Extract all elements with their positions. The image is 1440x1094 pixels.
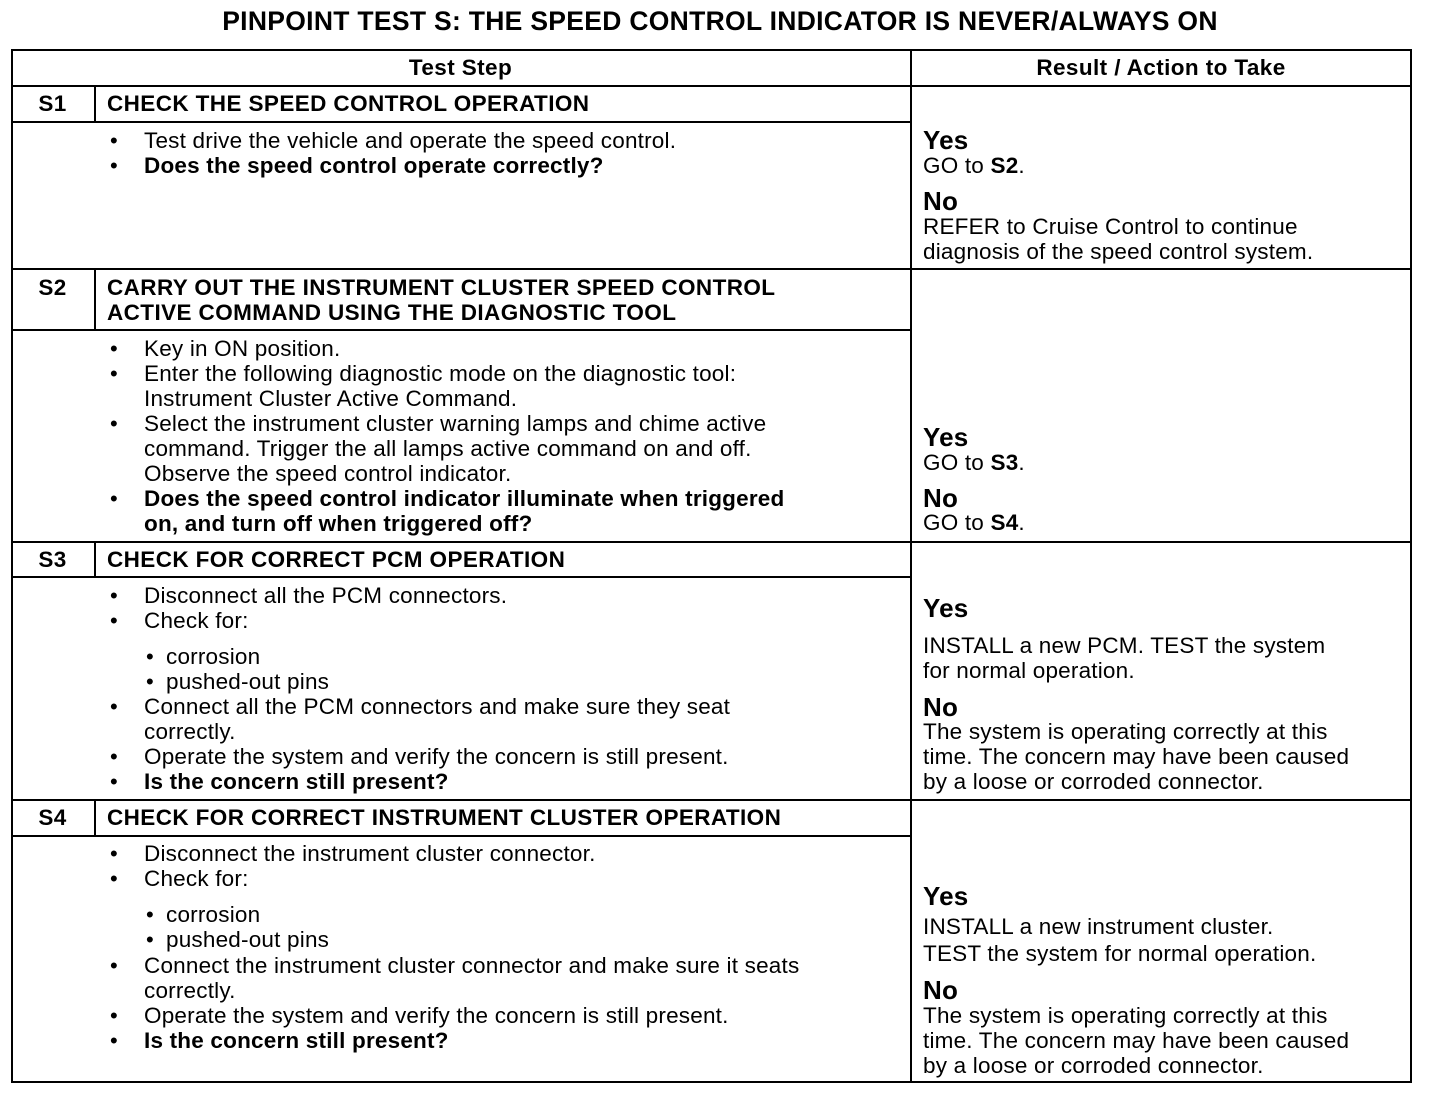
bullet-marker: •	[110, 361, 118, 386]
step-instruction: correctly.	[144, 978, 236, 1003]
no-action: REFER to Cruise Control to continue	[923, 214, 1298, 239]
bullet-marker: •	[110, 128, 118, 153]
step-instruction: Select the instrument cluster warning lamps and chime active	[144, 411, 767, 436]
yes-action: GO to S2.	[923, 153, 1025, 178]
no-action: GO to S4.	[923, 510, 1025, 535]
id-divider	[94, 268, 96, 331]
step-question: Does the speed control operate correctly?	[144, 153, 604, 178]
sub-bullet-marker: •	[146, 669, 154, 694]
step-question: Is the concern still present?	[144, 769, 449, 794]
column-header-result: Result / Action to Take	[1036, 55, 1286, 80]
bullet-marker: •	[110, 769, 118, 794]
step-heading: CHECK THE SPEED CONTROL OPERATION	[107, 91, 590, 116]
sub-item: corrosion	[166, 902, 261, 927]
sub-bullet-marker: •	[146, 927, 154, 952]
yes-label: Yes	[923, 593, 969, 623]
no-action: The system is operating correctly at this	[923, 1003, 1328, 1028]
bullet-marker: •	[110, 866, 118, 891]
row-divider	[11, 268, 1412, 270]
bullet-marker: •	[110, 1028, 118, 1053]
row-divider	[11, 799, 1412, 801]
sub-item: pushed-out pins	[166, 669, 330, 694]
no-action: by a loose or corroded connector.	[923, 1053, 1264, 1078]
step-question: Does the speed control indicator illuminate when triggered	[144, 486, 785, 511]
sub-item: corrosion	[166, 644, 261, 669]
no-action: by a loose or corroded connector.	[923, 769, 1264, 794]
row-divider	[11, 121, 912, 123]
id-divider	[94, 85, 96, 123]
step-instruction: Connect all the PCM connectors and make sure they seat	[144, 694, 731, 719]
yes-action: INSTALL a new PCM. TEST the system	[923, 633, 1326, 658]
step-instruction: Check for:	[144, 608, 249, 633]
table-border-right	[1410, 49, 1412, 1083]
bullet-marker: •	[110, 583, 118, 608]
no-action: time. The concern may have been caused	[923, 1028, 1350, 1053]
step-instruction: Observe the speed control indicator.	[144, 461, 512, 486]
step-instruction: command. Trigger the all lamps active command on and off.	[144, 436, 752, 461]
step-id: S2	[38, 275, 67, 300]
step-id: S3	[38, 547, 67, 572]
no-action: diagnosis of the speed control system.	[923, 239, 1314, 264]
yes-action: for normal operation.	[923, 658, 1135, 683]
yes-label: Yes	[923, 125, 969, 155]
no-action: The system is operating correctly at this	[923, 719, 1328, 744]
no-label: No	[923, 483, 959, 513]
bullet-marker: •	[110, 744, 118, 769]
column-divider	[910, 49, 912, 1083]
column-header-test-step: Test Step	[408, 55, 513, 80]
step-instruction: Check for:	[144, 866, 249, 891]
row-divider	[11, 835, 912, 837]
yes-action: TEST the system for normal operation.	[923, 941, 1317, 966]
step-id: S4	[38, 805, 67, 830]
step-instruction: Instrument Cluster Active Command.	[144, 386, 518, 411]
step-heading: CHECK FOR CORRECT PCM OPERATION	[107, 547, 566, 572]
sub-item: pushed-out pins	[166, 927, 330, 952]
bullet-marker: •	[110, 486, 118, 511]
step-instruction: Enter the following diagnostic mode on the diagnostic tool:	[144, 361, 737, 386]
table-border-top	[11, 49, 1412, 51]
no-label: No	[923, 186, 959, 216]
step-instruction: Operate the system and verify the concern is still present.	[144, 1003, 729, 1028]
bullet-marker: •	[110, 1003, 118, 1028]
row-divider	[11, 541, 1412, 543]
step-instruction: Key in ON position.	[144, 336, 341, 361]
no-action: time. The concern may have been caused	[923, 744, 1350, 769]
yes-action: INSTALL a new instrument cluster.	[923, 914, 1274, 939]
table-border-bottom	[11, 1081, 1412, 1083]
yes-action: GO to S3.	[923, 450, 1025, 475]
bullet-marker: •	[110, 841, 118, 866]
step-id: S1	[38, 91, 67, 116]
page-title: PINPOINT TEST S: THE SPEED CONTROL INDICATOR IS NEVER/ALWAYS ON	[222, 6, 1218, 36]
bullet-marker: •	[110, 336, 118, 361]
step-instruction: Disconnect the instrument cluster connector.	[144, 841, 596, 866]
step-instruction: Test drive the vehicle and operate the speed control.	[144, 128, 677, 153]
step-question: on, and turn off when triggered off?	[144, 511, 533, 536]
bullet-marker: •	[110, 411, 118, 436]
step-heading: ACTIVE COMMAND USING THE DIAGNOSTIC TOOL	[107, 300, 677, 325]
sub-bullet-marker: •	[146, 644, 154, 669]
step-instruction: correctly.	[144, 719, 236, 744]
step-heading: CARRY OUT THE INSTRUMENT CLUSTER SPEED CONTROL	[107, 275, 776, 300]
bullet-marker: •	[110, 953, 118, 978]
bullet-marker: •	[110, 153, 118, 178]
no-label: No	[923, 692, 959, 722]
yes-label: Yes	[923, 422, 969, 452]
no-label: No	[923, 975, 959, 1005]
bullet-marker: •	[110, 694, 118, 719]
row-divider	[11, 329, 912, 331]
step-instruction: Disconnect all the PCM connectors.	[144, 583, 508, 608]
sub-bullet-marker: •	[146, 902, 154, 927]
row-divider	[11, 576, 912, 578]
step-heading: CHECK FOR CORRECT INSTRUMENT CLUSTER OPERATION	[107, 805, 782, 830]
step-instruction: Operate the system and verify the concern is still present.	[144, 744, 729, 769]
step-question: Is the concern still present?	[144, 1028, 449, 1053]
yes-label: Yes	[923, 881, 969, 911]
id-divider	[94, 799, 96, 837]
id-divider	[94, 541, 96, 578]
header-divider	[11, 85, 1412, 87]
step-instruction: Connect the instrument cluster connector and make sure it seats	[144, 953, 800, 978]
bullet-marker: •	[110, 608, 118, 633]
